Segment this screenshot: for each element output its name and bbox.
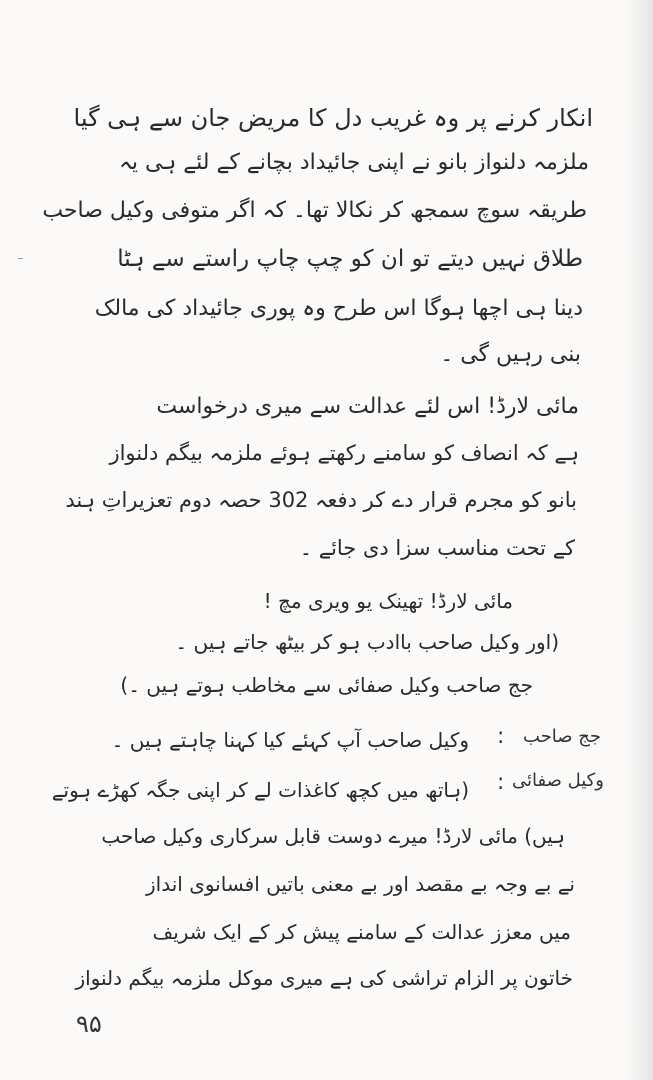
text-line-8: ہے کہ انصاف کو سامنے رکھتے ہوئے ملزمہ بیگم دلنواز — [109, 441, 579, 465]
speaker-defense: وکیل صفائی — [512, 770, 604, 791]
scan-edge-shadow — [627, 0, 653, 1080]
speaker-judge-colon: : — [497, 724, 505, 749]
text-line-13: جج صاحب وکیل صفائی سے مخاطب ہوتے ہیں ۔) — [120, 673, 533, 697]
text-line-7: مائی لارڈ! اس لئے عدالت سے میری درخواست — [156, 394, 579, 419]
text-line-4: طلاق نہیں دیتے تو ان کو چپ چاپ راستے سے ہٹا — [117, 246, 583, 272]
speaker-judge: جج صاحب — [523, 726, 602, 747]
text-line-18: میں معزز عدالت کے سامنے پیش کر کے ایک شریف — [152, 920, 571, 944]
text-line-19: خاتون پر الزام تراشی کی ہے میری موکل ملزمہ بیگم دلنواز — [75, 966, 573, 990]
page-number: ۹۵ — [76, 1010, 102, 1038]
text-line-3: طریقہ سوچ سمجھ کر نکالا تھا۔ کہ اگر متوفی وکیل صاحب — [42, 198, 587, 223]
text-line-6: بنی رہیں گی ۔ — [440, 342, 581, 367]
text-line-16: ہیں) مائی لارڈ! میرے دوست قابل سرکاری وکیل صاحب — [101, 824, 565, 848]
text-line-10: کے تحت مناسب سزا دی جائے ۔ — [299, 536, 575, 560]
text-line-15: (ہاتھ میں کچھ کاغذات لے کر اپنی جگہ کھڑے ہوتے — [51, 778, 469, 802]
speaker-defense-colon: : — [497, 770, 505, 795]
text-line-11: مائی لارڈ! تھینک یو ویری مچ ! — [263, 589, 513, 613]
text-line-1: انکار کرنے پر وہ غریب دل کا مریض جان سے ہی گیا — [73, 104, 593, 132]
text-line-12: (اور وکیل صاحب باادب ہو کر بیٹھ جاتے ہیں ۔ — [175, 630, 559, 654]
text-line-2: ملزمہ دلنواز بانو نے اپنی جائیداد بچانے کے لئے ہی یہ — [119, 150, 589, 175]
scan-speck — [18, 258, 23, 259]
text-line-17: نے بے وجہ بے مقصد اور بے معنی باتیں افسانوی انداز — [146, 872, 575, 896]
text-line-14: وکیل صاحب آپ کہئے کیا کہنا چاہتے ہیں ۔ — [111, 728, 469, 752]
text-line-5: دینا ہی اچھا ہوگا اس طرح وہ پوری جائیداد کی مالک — [94, 296, 583, 321]
text-line-9: بانو کو مجرم قرار دے کر دفعہ 302 حصہ دوم تعزیراتِ ہند — [65, 488, 577, 512]
